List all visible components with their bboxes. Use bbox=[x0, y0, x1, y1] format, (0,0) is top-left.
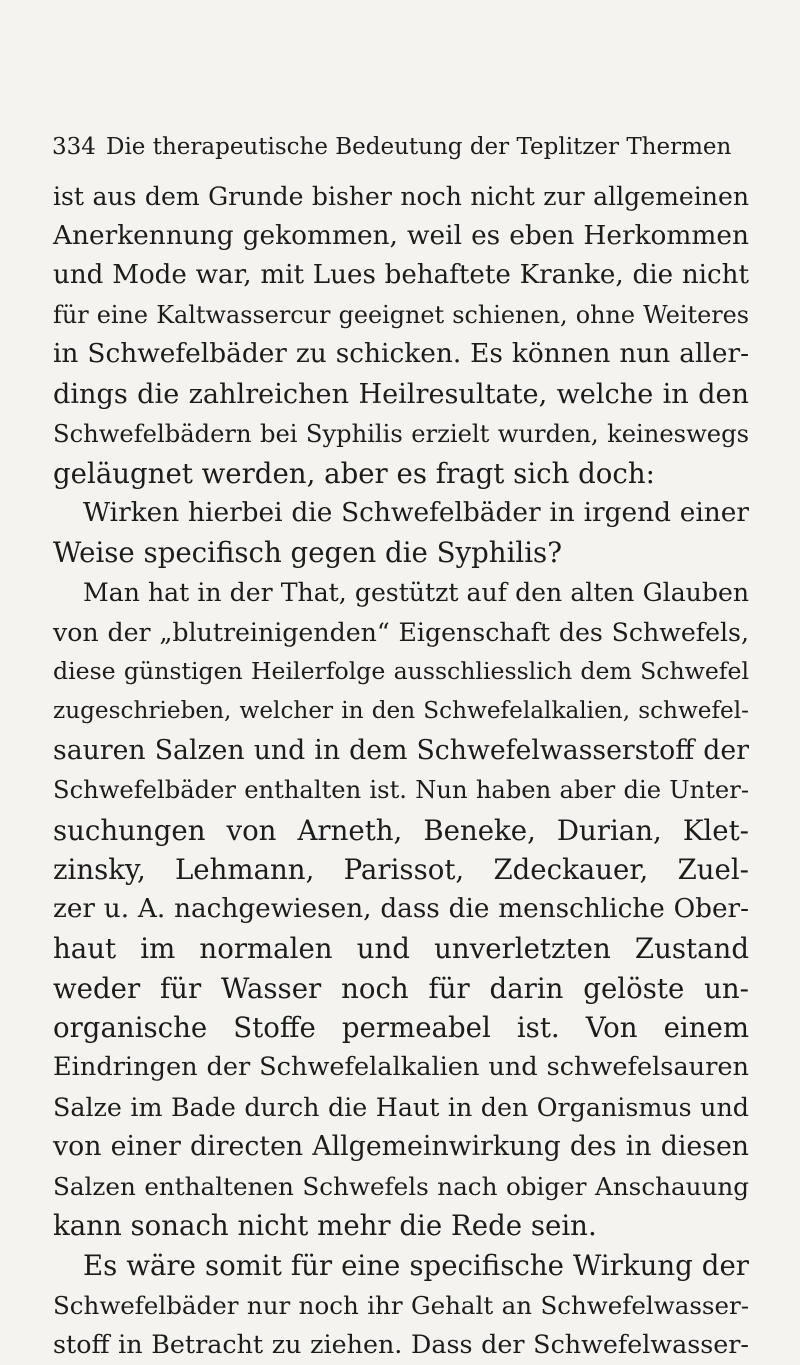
text-line: Wirken hierbei die Schwefelbäder in irgend einer bbox=[83, 497, 749, 528]
text-line: Anerkennung gekommen, weil es eben Herkommen bbox=[53, 220, 749, 251]
text-line: ist aus dem Grunde bisher noch nicht zur allgemeinen bbox=[53, 182, 749, 211]
text-line: haut im normalen und unverletzten Zustand bbox=[53, 932, 749, 966]
running-title: Die therapeutische Bedeutung der Teplitzer Thermen bbox=[106, 134, 732, 160]
text-line: Salze im Bade durch die Haut in den Organismus und bbox=[53, 1091, 749, 1122]
text-line: und Mode war, mit Lues behaftete Kranke, die nicht bbox=[53, 260, 749, 291]
text-line: weder für Wasser noch für darin gelöste un- bbox=[53, 971, 749, 1005]
text-line: Man hat in der That, gestützt auf den alten Glauben bbox=[83, 577, 749, 607]
text-line: Eindringen der Schwefelalkalien und schwefelsauren bbox=[53, 1052, 749, 1083]
text-line: stoff in Betracht zu ziehen. Dass der Schwefelwasser- bbox=[53, 1329, 749, 1360]
text-line: dings die zahlreichen Heilresultate, welche in den bbox=[53, 378, 749, 410]
text-line: Schwefelbäder nur noch ihr Gehalt an Schwefelwasser- bbox=[53, 1290, 749, 1320]
text-line: zugeschrieben, welcher in den Schwefelalkalien, schwefel- bbox=[53, 697, 749, 724]
text-line: in Schwefelbäder zu schicken. Es können nun aller- bbox=[53, 339, 749, 370]
text-line: zinsky, Lehmann, Parissot, Zdeckauer, Zuel- bbox=[53, 853, 749, 887]
text-line: Es wäre somit für eine specifische Wirkung der bbox=[83, 1249, 749, 1283]
text-line: diese günstigen Heilerfolge ausschliesslich dem Schwefel bbox=[53, 657, 749, 686]
text-line: Weise specifisch gegen die Syphilis? bbox=[53, 536, 563, 570]
body-text bbox=[53, 177, 749, 1365]
text-line: geläugnet werden, aber es fragt sich doch: bbox=[53, 457, 655, 491]
text-line: Salzen enthaltenen Schwefels nach obiger Anschauung bbox=[53, 1171, 749, 1201]
page-number: 334 bbox=[52, 134, 96, 160]
running-head bbox=[52, 130, 752, 164]
text-line: Schwefelbädern bei Syphilis erzielt wurden, keineswegs bbox=[53, 419, 749, 448]
text-line: für eine Kaltwassercur geeignet schienen, ohne Weiteres bbox=[53, 300, 749, 329]
text-line: von einer directen Allgemeinwirkung des in diesen bbox=[53, 1131, 749, 1163]
text-line: von der „blutreinigenden“ Eigenschaft des Schwefels, bbox=[53, 617, 749, 647]
text-line: suchungen von Arneth, Beneke, Durian, Klet- bbox=[53, 813, 749, 847]
text-line: sauren Salzen und in dem Schwefelwasserstoff der bbox=[53, 735, 749, 767]
text-line: organische Stoffe permeabel ist. Von einem bbox=[53, 1011, 749, 1045]
text-line: Schwefelbäder enthalten ist. Nun haben aber die Unter- bbox=[53, 775, 749, 804]
text-line: kann sonach nicht mehr die Rede sein. bbox=[53, 1209, 597, 1243]
text-line: zer u. A. nachgewiesen, dass die menschliche Ober- bbox=[53, 893, 749, 924]
